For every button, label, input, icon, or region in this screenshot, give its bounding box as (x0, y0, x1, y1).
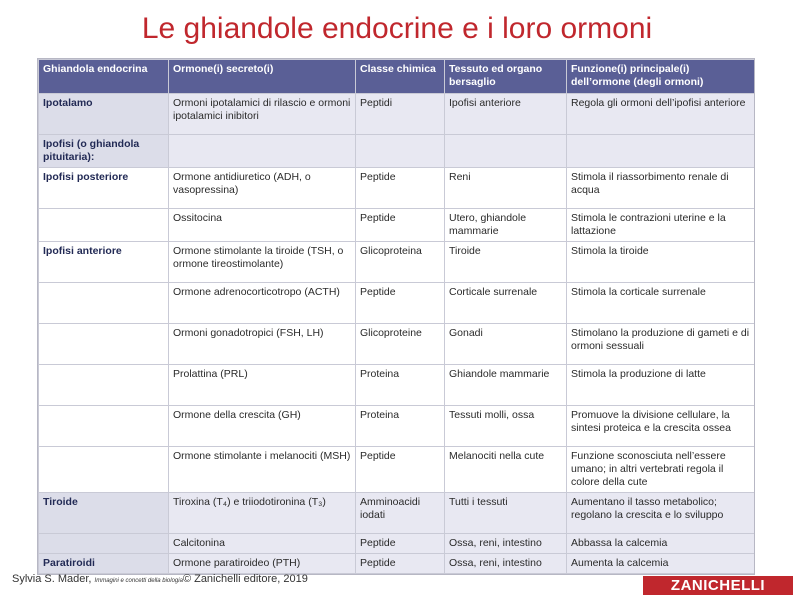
cell-gland (39, 406, 169, 447)
cell-target (445, 135, 567, 168)
header-target: Tessuto ed organo bersaglio (445, 60, 567, 94)
cell-target: Melanociti nella cute (445, 447, 567, 493)
header-hormone: Ormone(i) secreto(i) (169, 60, 356, 94)
cell-target: Corticale surrenale (445, 283, 567, 324)
table-row (39, 365, 755, 406)
cell-target: Ossa, reni, intestino (445, 554, 567, 574)
cell-gland: Ipofisi (o ghiandola pituitaria): (39, 135, 169, 168)
cell-hormone: Calcitonina (169, 534, 356, 554)
footer-publisher: © Zanichelli editore, 2019 (182, 573, 308, 585)
table-row (39, 554, 755, 574)
cell-class: Peptide (356, 554, 445, 574)
table-row (39, 135, 755, 168)
cell-class: Amminoacidi iodati (356, 493, 445, 534)
cell-gland: Paratiroidi (39, 554, 169, 574)
cell-target: Tutti i tessuti (445, 493, 567, 534)
cell-function: Stimola il riassorbimento renale di acqua (567, 168, 755, 209)
cell-gland (39, 534, 169, 554)
footer-author: Sylvia S. Mader, (12, 573, 95, 585)
cell-target: Ossa, reni, intestino (445, 534, 567, 554)
header-gland: Ghiandola endocrina (39, 60, 169, 94)
cell-class (356, 135, 445, 168)
cell-hormone: Ormoni ipotalamici di rilascio e ormoni ipotalamici inibitori (169, 94, 356, 135)
footer-credit (12, 573, 308, 585)
cell-function: Stimolano la produzione di gameti e di ormoni sessuali (567, 324, 755, 365)
table-row (39, 406, 755, 447)
header-class: Classe chimica (356, 60, 445, 94)
hormone-table (37, 58, 755, 575)
cell-function: Aumentano il tasso metabolico; regolano la crescita e lo sviluppo (567, 493, 755, 534)
cell-hormone: Tiroxina (T₄) e triiodotironina (T₃) (169, 493, 356, 534)
table-row (39, 168, 755, 209)
cell-function: Stimola le contrazioni uterine e la lattazione (567, 209, 755, 242)
zanichelli-logo: ZANICHELLI (643, 576, 793, 595)
cell-function: Regola gli ormoni dell’ipofisi anteriore (567, 94, 755, 135)
cell-class: Glicoproteina (356, 242, 445, 283)
slide-title: Le ghiandole endocrine e i loro ormoni (141, 12, 653, 45)
cell-target: Tiroide (445, 242, 567, 283)
cell-hormone: Ossitocina (169, 209, 356, 242)
cell-class: Peptide (356, 283, 445, 324)
cell-class: Peptide (356, 209, 445, 242)
table-row (39, 94, 755, 135)
cell-gland (39, 365, 169, 406)
table-row (39, 324, 755, 365)
cell-hormone: Prolattina (PRL) (169, 365, 356, 406)
cell-hormone: Ormone antidiuretico (ADH, o vasopressina) (169, 168, 356, 209)
cell-function (567, 135, 755, 168)
cell-hormone: Ormone paratiroideo (PTH) (169, 554, 356, 574)
cell-hormone: Ormoni gonadotropici (FSH, LH) (169, 324, 356, 365)
cell-hormone: Ormone stimolante la tiroide (TSH, o ormone tireostimolante) (169, 242, 356, 283)
cell-function: Stimola la corticale surrenale (567, 283, 755, 324)
cell-function: Aumenta la calcemia (567, 554, 755, 574)
cell-gland (39, 283, 169, 324)
cell-gland (39, 209, 169, 242)
cell-target: Ghiandole mammarie (445, 365, 567, 406)
cell-target: Reni (445, 168, 567, 209)
cell-function: Stimola la produzione di latte (567, 365, 755, 406)
footer-book-title: Immagini e concetti della biologia (94, 578, 183, 584)
cell-class: Peptide (356, 168, 445, 209)
cell-hormone: Ormone stimolante i melanociti (MSH) (169, 447, 356, 493)
cell-target: Gonadi (445, 324, 567, 365)
cell-gland: Tiroide (39, 493, 169, 534)
header-function: Funzione(i) principale(i) dell’ormone (degli ormoni) (567, 60, 755, 94)
table-row (39, 209, 755, 242)
table-header-row (39, 60, 755, 94)
cell-function: Funzione sconosciuta nell’essere umano; in altri vertebrati regola il colore della cute (567, 447, 755, 493)
cell-function: Stimola la tiroide (567, 242, 755, 283)
table-row (39, 493, 755, 534)
cell-gland: Ipofisi anteriore (39, 242, 169, 283)
cell-class: Proteina (356, 406, 445, 447)
cell-function: Abbassa la calcemia (567, 534, 755, 554)
cell-target: Tessuti molli, ossa (445, 406, 567, 447)
cell-class: Peptide (356, 534, 445, 554)
cell-class: Glicoproteine (356, 324, 445, 365)
table-row (39, 534, 755, 554)
cell-function: Promuove la divisione cellulare, la sintesi proteica e la crescita ossea (567, 406, 755, 447)
cell-class: Peptidi (356, 94, 445, 135)
cell-gland: Ipotalamo (39, 94, 169, 135)
cell-hormone: Ormone della crescita (GH) (169, 406, 356, 447)
cell-hormone: Ormone adrenocorticotropo (ACTH) (169, 283, 356, 324)
table-row (39, 283, 755, 324)
table-row (39, 242, 755, 283)
cell-hormone (169, 135, 356, 168)
cell-class: Peptide (356, 447, 445, 493)
cell-target: Ipofisi anteriore (445, 94, 567, 135)
cell-gland: Ipofisi posteriore (39, 168, 169, 209)
cell-target: Utero, ghiandole mammarie (445, 209, 567, 242)
cell-gland (39, 324, 169, 365)
table-row (39, 447, 755, 493)
cell-class: Proteina (356, 365, 445, 406)
cell-gland (39, 447, 169, 493)
